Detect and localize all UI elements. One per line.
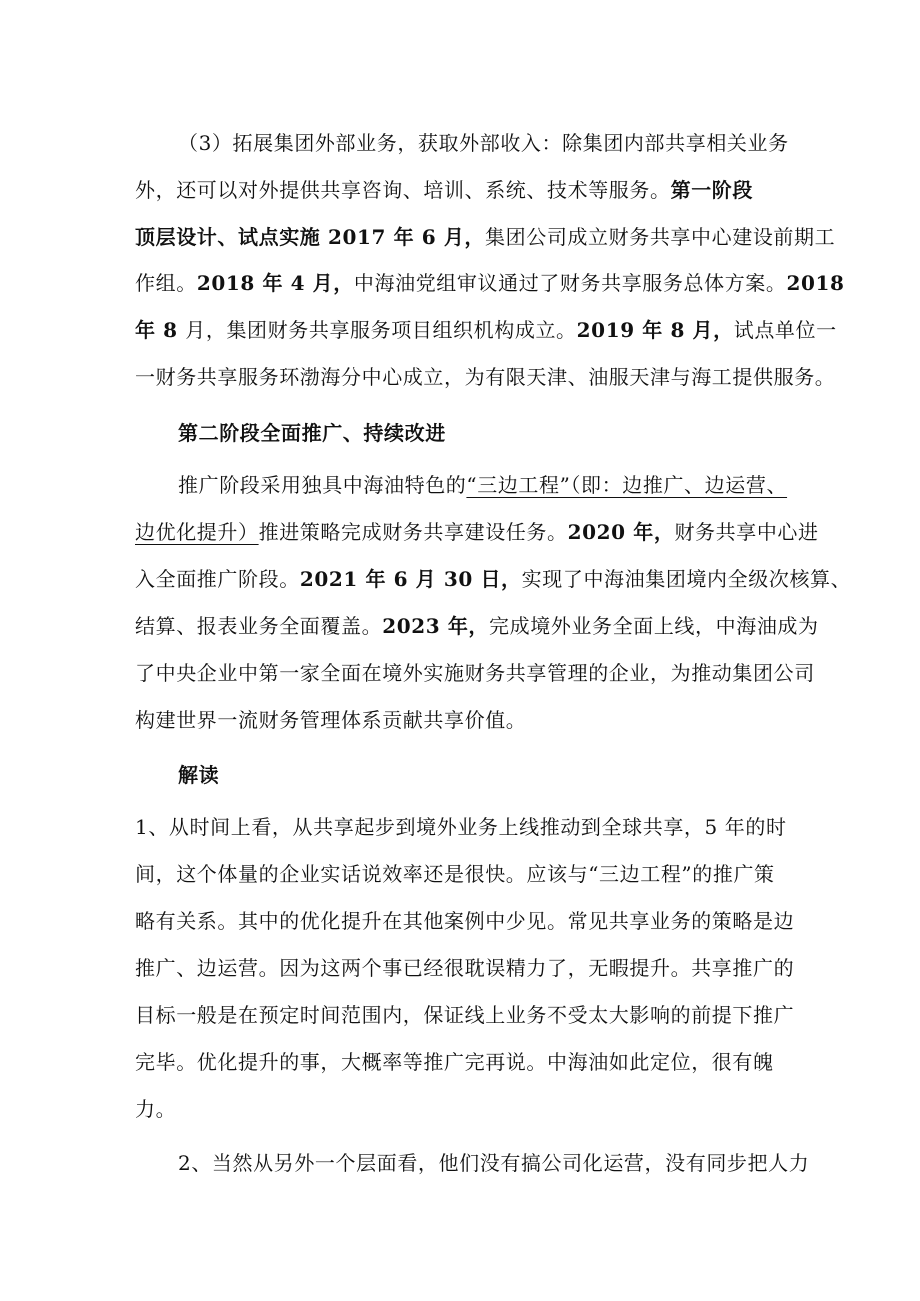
text-span: 推进策略完成财务共享建设任务。 [258,520,568,544]
text-span: 外，还可以对外提供共享咨询、培训、系统、技术等服务。 [135,178,671,202]
paragraph2-line3 [135,564,851,594]
text-span: 财务共享中心进 [674,520,819,544]
bold-text: 2021 年 6 月 30 日， [299,567,522,591]
text-span: 月，集团财务共享服务项目组织机构成立。 [185,318,577,342]
paragraph3-line5 [135,1000,794,1030]
text-span: 完成境外业务全面上线，中海油成为 [489,614,819,638]
underlined-text: 边优化提升） [135,520,259,544]
paragraph3-line6 [135,1047,774,1077]
text-span: 间，这个体量的企业实话说效率还是很快。应该与“三边工程”的推广策 [135,862,775,886]
text-span: 完毕。优化提升的事，大概率等推广完再说。中海油如此定位，很有魄 [135,1050,774,1074]
paragraph2-line4 [135,611,819,641]
text-span: 了中央企业中第一家全面在境外实施财务共享管理的企业，为推动集团公司 [135,661,815,685]
text-span: 推广阶段采用独具中海油特色的 [178,473,467,497]
paragraph3-line7 [135,1094,176,1124]
bold-text: 顶层设计、试点实施 2017 年 6 月， [135,225,486,249]
paragraph3-line4 [135,953,794,983]
underlined-text: “三边工程”（即：边推广、边运营、 [466,473,788,497]
text-span: 构建世界一流财务管理体系贡献共享价值。 [135,708,527,732]
text-span: 推广、边运营。因为这两个事已经很耽误精力了，无暇提升。共享推广的 [135,956,795,980]
bold-text: 2018 [786,271,845,295]
text-span: 2、当然从另外一个层面看，他们没有搞公司化运营，没有同步把人力 [178,1151,810,1175]
text-span: 集团公司成立财务共享中心建设前期工 [485,225,836,249]
bold-text: 解读 [178,763,220,787]
paragraph2-line2 [135,517,819,547]
bold-text: 第二阶段全面推广、持续改进 [178,421,446,445]
bold-text: 2018 年 4 月， [196,271,354,295]
text-span: 力。 [135,1097,177,1121]
bold-text: 第一阶段 [670,178,754,202]
section-heading-phase2 [178,418,446,448]
bold-text: 2023 年， [382,614,490,638]
text-span: 目标一般是在预定时间范围内，保证线上业务不受太大影响的前提下推广 [135,1003,795,1027]
paragraph2-line1 [178,470,787,500]
paragraph1-line1 [178,128,789,158]
bold-text: 2019 年 8 月， [576,318,734,342]
text-span: 结算、报表业务全面覆盖。 [135,614,383,638]
paragraph3-line2 [135,859,775,889]
paragraph4-line1 [178,1148,809,1178]
text-span: 1、从时间上看，从共享起步到境外业务上线推动到全球共享，5 年的时 [135,815,787,839]
text-span: 略有关系。其中的优化提升在其他案例中少见。常见共享业务的策略是边 [135,909,795,933]
paragraph3-line1 [135,812,787,842]
paragraph1-line2 [135,175,753,205]
text-span: 试点单位一 [733,318,837,342]
text-span: 中海油党组审议通过了财务共享服务总体方案。 [353,271,787,295]
text-span: 实现了中海油集团境内全级次核算、 [521,567,852,591]
paragraph1-line3 [135,222,835,252]
section-heading-interpretation [178,760,219,790]
text-span: 作组。 [135,271,197,295]
paragraph3-line3 [135,906,794,936]
paragraph2-line6 [135,705,526,735]
text-span: 一财务共享服务环渤海分中心成立，为有限天津、油服天津与海工提供服务。 [135,365,836,389]
text-span: （3）拓展集团外部业务，获取外部收入：除集团内部共享相关业务 [178,131,789,155]
text-span: 入全面推广阶段。 [135,567,300,591]
bold-text: 2020 年， [567,520,675,544]
paragraph1-line4 [135,268,845,298]
paragraph2-line5 [135,658,815,688]
paragraph1-line6 [135,362,835,392]
bold-text: 年 8 [135,318,186,342]
paragraph1-line5 [135,315,837,345]
